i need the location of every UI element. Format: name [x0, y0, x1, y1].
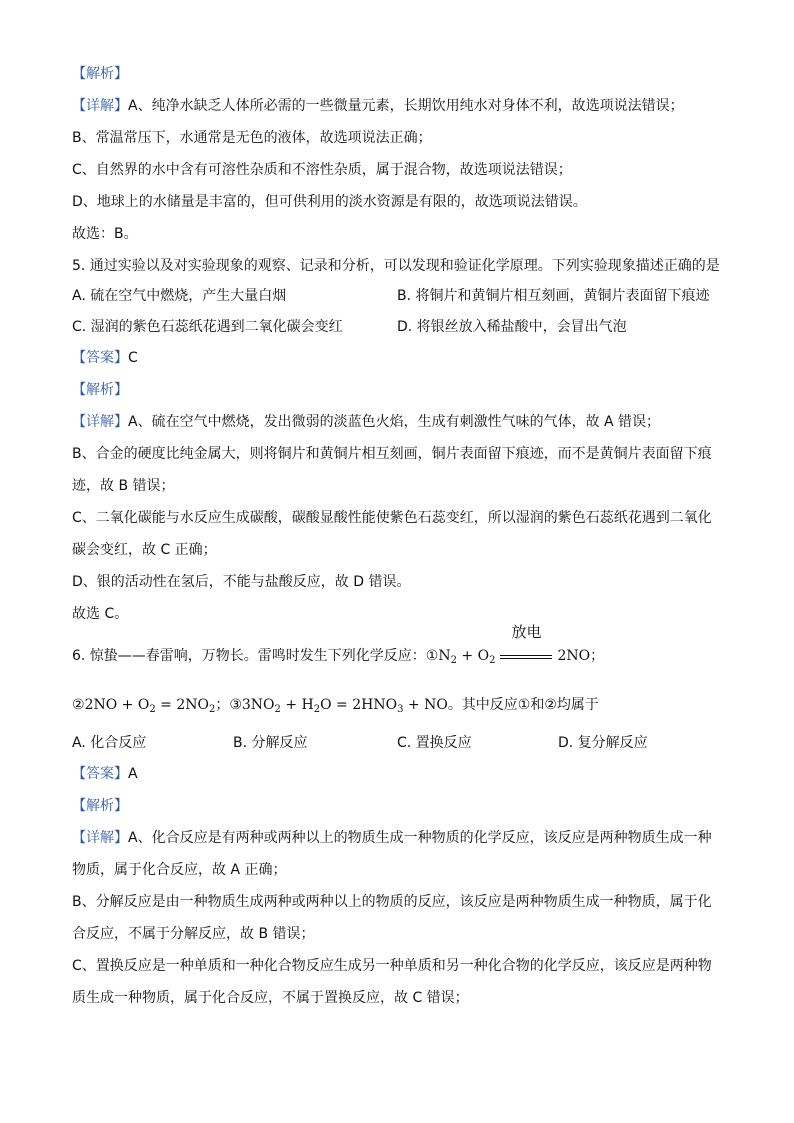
answer-value: A [128, 766, 138, 782]
q6-option-b: B. 分解反应 [233, 735, 308, 751]
analysis-heading: 【解析】 [72, 66, 128, 82]
question-5-stem: 5. 通过实验以及对实验现象的观察、记录和分析，可以发现和验证化学原理。下列实验现象描述正确的是 [72, 258, 720, 274]
detail-line [72, 412, 660, 432]
detail-text: A、纯净水缺乏人体所必需的一些微量元素，长期饮用纯水对身体不利，故选项说法错误； [128, 98, 684, 114]
detail-line: 迹，故 B 错误； [72, 478, 175, 494]
detail-line: 合反应，不属于分解反应，故 B 错误； [72, 926, 315, 942]
detail-line: 质生成一种物质，属于化合反应，不属于置换反应，故 C 错误； [72, 990, 469, 1006]
q5-option-b: B. 将铜片和黄铜片相互刻画，黄铜片表面留下痕迹 [397, 288, 710, 304]
detail-line [72, 828, 712, 848]
q6-stem-text: 6. 惊蛰——春雷响，万物长。雷鸣时发生下列化学反应：① [72, 648, 439, 664]
detail-line: B、常温常压下，水通常是无色的液体，故选项说法正确； [72, 130, 432, 146]
detail-line: 物质，属于化合反应，故 A 正确； [72, 862, 287, 878]
q5-option-d: D. 将银丝放入稀盐酸中，会冒出气泡 [397, 319, 627, 335]
q5-option-a: A. 硫在空气中燃烧，产生大量白烟 [72, 288, 287, 304]
conclusion-line: 故选：B。 [72, 226, 138, 242]
detail-label: 【详解】 [72, 830, 128, 846]
q6-answer [72, 764, 138, 784]
q5-answer [72, 348, 138, 368]
detail-line: D、地球上的水储量是丰富的，但可供利用的淡水资源是有限的，故选项说法错误。 [72, 194, 587, 210]
detail-line: C、自然界的水中含有可溶性杂质和不溶性杂质，属于混合物，故选项说法错误； [72, 162, 572, 178]
reaction-1-product: 2NO [557, 648, 591, 664]
detail-line: D、银的活动性在氢后，不能与盐酸反应，故 D 错误。 [72, 574, 411, 590]
detail-line [72, 96, 684, 116]
detail-text: A、化合反应是有两种或两种以上的物质生成一种物质的化学反应，该反应是两种物质生成一种 [128, 830, 712, 846]
detail-line: C、二氧化碳能与水反应生成碳酸，碳酸显酸性能使紫色石蕊变红，所以湿润的紫色石蕊纸花遇到二氧化 [72, 510, 712, 526]
detail-label: 【详解】 [72, 98, 128, 114]
q6-option-c: C. 置换反应 [397, 735, 472, 751]
detail-text: A、硫在空气中燃烧，发出微弱的淡蓝色火焰，生成有刺激性气味的气体，故 A 错误； [128, 414, 661, 430]
reaction-condition: 放电 [511, 623, 542, 641]
reaction-3: $3NO_2 + H_2O = 2HNO_3$ + NO [241, 697, 448, 715]
analysis-heading: 【解析】 [72, 798, 128, 814]
conclusion-line: 故选 C。 [72, 606, 129, 622]
reaction-1-reactants: $N_2 + O_2$ [438, 648, 496, 666]
detail-line: B、合金的硬度比纯金属大，则将铜片和黄铜片相互刻画，铜片表面留下痕迹，而不是黄铜片表面留下痕 [72, 446, 712, 462]
q6-question-end: 。其中反应①和②均属于 [447, 697, 599, 713]
detail-line: C、置换反应是一种单质和一种化合物反应生成另一种单质和另一种化合物的化学反应，该反应是两种物 [72, 958, 712, 974]
q5-option-c: C. 湿润的紫色石蕊纸花遇到二氧化碳会变红 [72, 319, 343, 335]
reaction-condition-arrow [498, 623, 554, 666]
analysis-heading: 【解析】 [72, 382, 128, 398]
answer-label: 【答案】 [72, 766, 128, 782]
detail-label: 【详解】 [72, 414, 128, 430]
question-6-reactions: ②2NO + $O_2 = 2NO_2$；$③3NO_2 + H_2O = 2HNO_3$ + NO。其中反应①和②均属于 [72, 697, 599, 715]
q6-option-d: D. 复分解反应 [558, 735, 648, 751]
reaction-2: $2NO + O_2 = 2NO_2$ [84, 697, 216, 715]
answer-label: 【答案】 [72, 350, 128, 366]
detail-line: B、分解反应是由一种物质生成两种或两种以上的物质的反应，该反应是两种物质生成一种物质，属于化 [72, 894, 712, 910]
detail-line: 碳会变红，故 C 正确； [72, 542, 217, 558]
answer-value: C [128, 350, 138, 366]
q6-option-a: A. 化合反应 [72, 735, 147, 751]
question-6-stem: 6. 惊蛰——春雷响，万物长。雷鸣时发生下列化学反应：$①N_2 + O_2$ 放电 2NO； [72, 623, 605, 666]
